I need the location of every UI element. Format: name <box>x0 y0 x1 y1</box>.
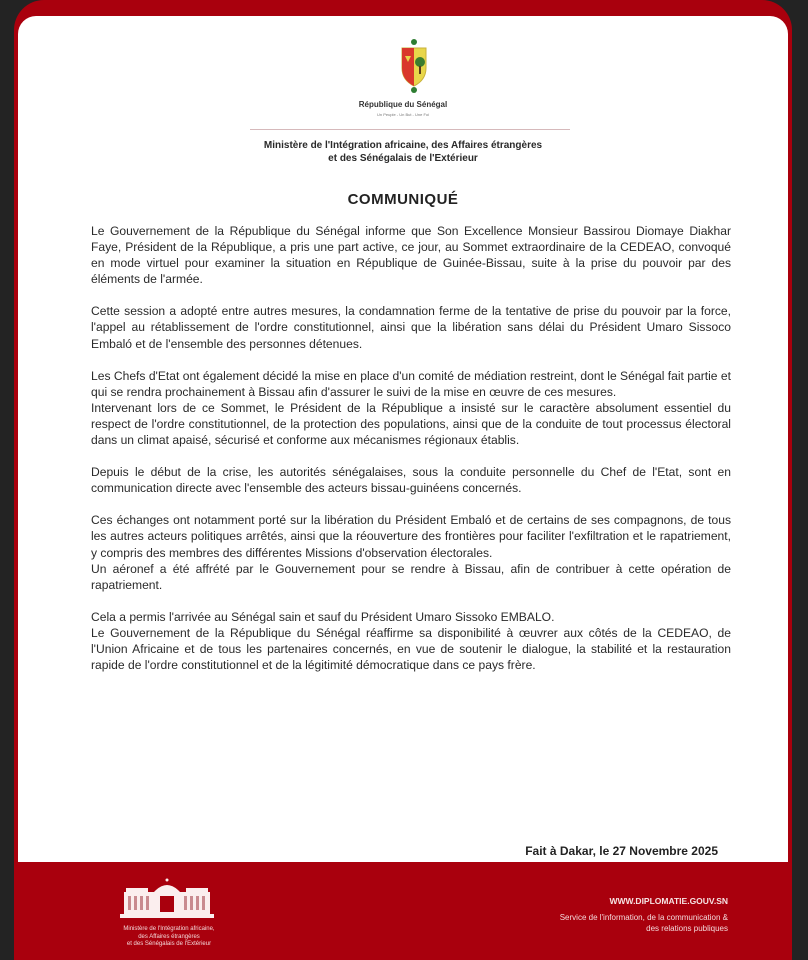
senegal-coat-of-arms-icon <box>394 38 434 96</box>
paragraph: Le Gouvernement de la République du Sénégal réaffirme sa disponibilité à œuvrer aux côtés de la CEDEAO, de l'Union Africaine et de tous les partenaires concernés, en vue de soutenir le dialogue, la stabilité et la restauration rapide de l'ordre constitutionnel et de la légitimité démocratique dans ce pays frère. <box>91 625 731 673</box>
footer-service-line-2: des relations publiques <box>646 924 728 933</box>
footer-ministry-name <box>84 926 254 949</box>
paragraph: Les Chefs d'Etat ont également décidé la mise en place d'un comité de médiation restreint, dont le Sénégal fait partie et qui se rendra prochainement à Bissau afin d'assurer le suivi de la mise en œuvre de ces mesures. <box>91 368 731 399</box>
footer-ministry-line-2: des Affaires étrangères <box>138 933 200 940</box>
signature-line: Fait à Dakar, le 27 Novembre 2025 <box>525 844 718 858</box>
header-divider <box>250 129 570 130</box>
paragraph: Ces échanges ont notamment porté sur la libération du Président Embaló et de certains de ses compagnons, de tous les autres acteurs politiques arrêtés, ainsi que la réouverture des frontières pour faciliter l'exfiltration et le rapatriement, y compris des membres des différentes Missions d'observation électorales. <box>91 513 731 560</box>
footer-service-name <box>468 912 728 934</box>
paragraph: Un aéronef a été affrété par le Gouvernement pour se rendre à Bissau, afin de contribuer à cette opération de rapatriement. <box>91 561 731 592</box>
paragraph: Cette session a adopté entre autres mesures, la condamnation ferme de la tentative de prise du pouvoir par la force, l'appel au rétablissement de l'ordre constitutionnel, ainsi que la libération sans délai du Président Umaro Sissoco Embaló et de l'ensemble des personnes détenues. <box>91 304 731 351</box>
ministry-header <box>14 139 792 165</box>
paragraph: Le Gouvernement de la République du Sénégal informe que Son Excellence Monsieur Bassirou Diomaye Diakhar Faye, Président de la République, a pris une part active, ce jour, au Sommet extraordinaire de la CEDEAO, convoqué en mode virtuel pour examiner la situation en République de Guinée-Bissau, suite à la prise du pouvoir par des éléments de l'armée. <box>91 224 731 287</box>
footer-ministry-line-3: et des Sénégalais de l'Extérieur <box>126 941 212 947</box>
ministry-building-icon <box>118 878 216 920</box>
paragraph: Intervenant lors de ce Sommet, le Président de la République a insisté sur le caractère absolument essentiel du respect de l'ordre constitutionnel, de la protection des populations, ainsi que de la conduite de tout processus électoral dans un climat apaisé, sécurisé et conforme aux mécanismes régionaux établis. <box>91 400 731 448</box>
paragraph: Cela a permis l'arrivée au Sénégal sain et sauf du Président Umaro Sissoko EMBALO. <box>91 609 555 624</box>
ministry-line-1: Ministère de l'Intégration africaine, des Affaires étrangères <box>263 140 543 151</box>
document-title: COMMUNIQUÉ <box>347 191 459 208</box>
republic-title: République du Sénégal <box>358 100 448 109</box>
document-sheet <box>18 16 788 862</box>
ministry-line-2: et des Sénégalais de l'Extérieur <box>328 153 478 164</box>
footer-ministry-line-1: Ministère de l'Intégration africaine, <box>123 926 215 932</box>
document-body <box>91 223 731 689</box>
website-link[interactable]: WWW.DIPLOMATIE.GOUV.SN <box>609 896 728 906</box>
paragraph: Depuis le début de la crise, les autorités sénégalaises, sous la conduite personnelle du Chef de l'Etat, sont en communication directe avec l'ensemble des acteurs bissau-guinéens concernés. <box>91 465 731 496</box>
footer-service-line-1: Service de l'information, de la communication & <box>559 913 728 922</box>
communique-page <box>14 0 792 960</box>
republic-motto: Un Peuple - Un But - Une Foi <box>376 112 430 117</box>
